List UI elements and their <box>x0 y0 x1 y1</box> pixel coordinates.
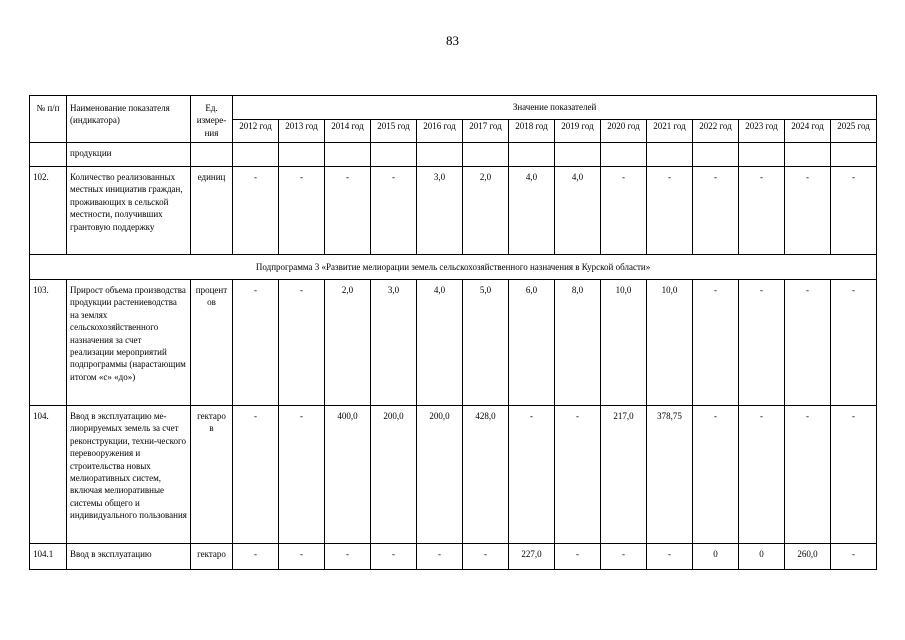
value-cell: - <box>371 544 417 570</box>
row-name: Ввод в эксплуатацию ме-лиорируемых земель за счет реконструкции, техни-ческого перевооружения и строительства новых мелиоративных систем, включая мелиоративные системы общего и индивидуального пользования <box>67 406 191 544</box>
value-cell: 400,0 <box>325 406 371 544</box>
value-cell: 200,0 <box>371 406 417 544</box>
value-cell: - <box>279 280 325 406</box>
row-unit <box>191 143 233 167</box>
value-cell: - <box>601 167 647 255</box>
value-cell: 4,0 <box>509 167 555 255</box>
value-cell <box>325 143 371 167</box>
value-cell: - <box>693 280 739 406</box>
value-cell <box>463 143 509 167</box>
year-cell: 2017 год <box>463 120 509 143</box>
value-cell: - <box>785 280 831 406</box>
header-name: Наименование показателя (индикатора) <box>67 96 191 143</box>
value-cell: 428,0 <box>463 406 509 544</box>
value-cell: - <box>371 167 417 255</box>
row-num: 104. <box>30 406 67 544</box>
value-cell: - <box>233 167 279 255</box>
value-cell: - <box>647 544 693 570</box>
value-cell: - <box>693 167 739 255</box>
year-cell: 2020 год <box>601 120 647 143</box>
value-cell: - <box>555 544 601 570</box>
value-cell: 378,75 <box>647 406 693 544</box>
table-row <box>30 544 877 570</box>
value-cell: - <box>555 406 601 544</box>
row-unit: гектаро <box>191 544 233 570</box>
value-cell: 2,0 <box>325 280 371 406</box>
value-cell: 4,0 <box>555 167 601 255</box>
value-cell <box>233 143 279 167</box>
value-cell: 5,0 <box>463 280 509 406</box>
value-cell: - <box>509 406 555 544</box>
value-cell: - <box>417 544 463 570</box>
value-cell <box>509 143 555 167</box>
value-cell <box>785 143 831 167</box>
row-num: 104.1 <box>30 544 67 570</box>
value-cell <box>417 143 463 167</box>
value-cell: - <box>831 167 877 255</box>
row-name: продукции <box>67 143 191 167</box>
value-cell: 3,0 <box>371 280 417 406</box>
year-cell: 2018 год <box>509 120 555 143</box>
row-unit: единиц <box>191 167 233 255</box>
value-cell <box>601 143 647 167</box>
year-cell: 2013 год <box>279 120 325 143</box>
value-cell: - <box>831 280 877 406</box>
value-cell: - <box>785 167 831 255</box>
value-cell: - <box>279 544 325 570</box>
value-cell: 8,0 <box>555 280 601 406</box>
value-cell: - <box>325 167 371 255</box>
table-row <box>30 143 877 167</box>
value-cell: 260,0 <box>785 544 831 570</box>
subprogram-heading: Подпрограмма 3 «Развитие мелиорации земель сельскохозяйственного назначения в Курской области» <box>30 255 877 280</box>
table-row <box>30 167 877 255</box>
year-cell: 2012 год <box>233 120 279 143</box>
value-cell: - <box>831 544 877 570</box>
value-cell: 227,0 <box>509 544 555 570</box>
value-cell: - <box>233 406 279 544</box>
value-cell: - <box>831 406 877 544</box>
year-cell: 2014 год <box>325 120 371 143</box>
value-cell: 4,0 <box>417 280 463 406</box>
value-cell: - <box>739 406 785 544</box>
row-num: 103. <box>30 280 67 406</box>
value-cell <box>279 143 325 167</box>
year-cell: 2019 год <box>555 120 601 143</box>
value-cell: 3,0 <box>417 167 463 255</box>
year-cell: 2022 год <box>693 120 739 143</box>
row-unit: процент ов <box>191 280 233 406</box>
value-cell: 10,0 <box>601 280 647 406</box>
value-cell: - <box>233 544 279 570</box>
value-cell: - <box>647 167 693 255</box>
row-num <box>30 143 67 167</box>
value-cell: - <box>693 406 739 544</box>
value-cell: - <box>463 544 509 570</box>
row-name: Прирост объема производства продукции растениеводства на землях сельскохозяйственного назначения за счет реализации мероприятий подпрограммы (нарастающим итогом «с» «до») <box>67 280 191 406</box>
year-cell: 2024 год <box>785 120 831 143</box>
value-cell: 200,0 <box>417 406 463 544</box>
year-cell: 2016 год <box>417 120 463 143</box>
value-cell: - <box>325 544 371 570</box>
value-cell: - <box>739 167 785 255</box>
value-cell: - <box>279 167 325 255</box>
value-cell <box>647 143 693 167</box>
value-cell: 10,0 <box>647 280 693 406</box>
value-cell <box>371 143 417 167</box>
year-cell: 2021 год <box>647 120 693 143</box>
page-number: 83 <box>446 33 459 48</box>
value-cell: - <box>739 280 785 406</box>
value-cell: 217,0 <box>601 406 647 544</box>
row-num: 102. <box>30 167 67 255</box>
value-cell: - <box>785 406 831 544</box>
year-cell: 2023 год <box>739 120 785 143</box>
year-cell: 2015 год <box>371 120 417 143</box>
row-unit: гектаро в <box>191 406 233 544</box>
value-cell: 0 <box>739 544 785 570</box>
table-row <box>30 406 877 544</box>
table-row <box>30 280 877 406</box>
row-name: Количество реализованных местных инициатив граждан, проживающих в сельской местности, получивших грантовую поддержку <box>67 167 191 255</box>
row-name: Ввод в эксплуатацию <box>67 544 191 570</box>
header-unit: Ед. измере-ния <box>191 96 233 143</box>
year-cell: 2025 год <box>831 120 877 143</box>
header-values: Значение показателей <box>233 96 877 120</box>
value-cell <box>555 143 601 167</box>
value-cell: 0 <box>693 544 739 570</box>
value-cell <box>739 143 785 167</box>
value-cell: - <box>279 406 325 544</box>
indicators-table <box>29 95 877 570</box>
header-num: № п/п <box>30 96 67 143</box>
value-cell <box>693 143 739 167</box>
value-cell: - <box>233 280 279 406</box>
value-cell <box>831 143 877 167</box>
value-cell: 6,0 <box>509 280 555 406</box>
value-cell: 2,0 <box>463 167 509 255</box>
value-cell: - <box>601 544 647 570</box>
